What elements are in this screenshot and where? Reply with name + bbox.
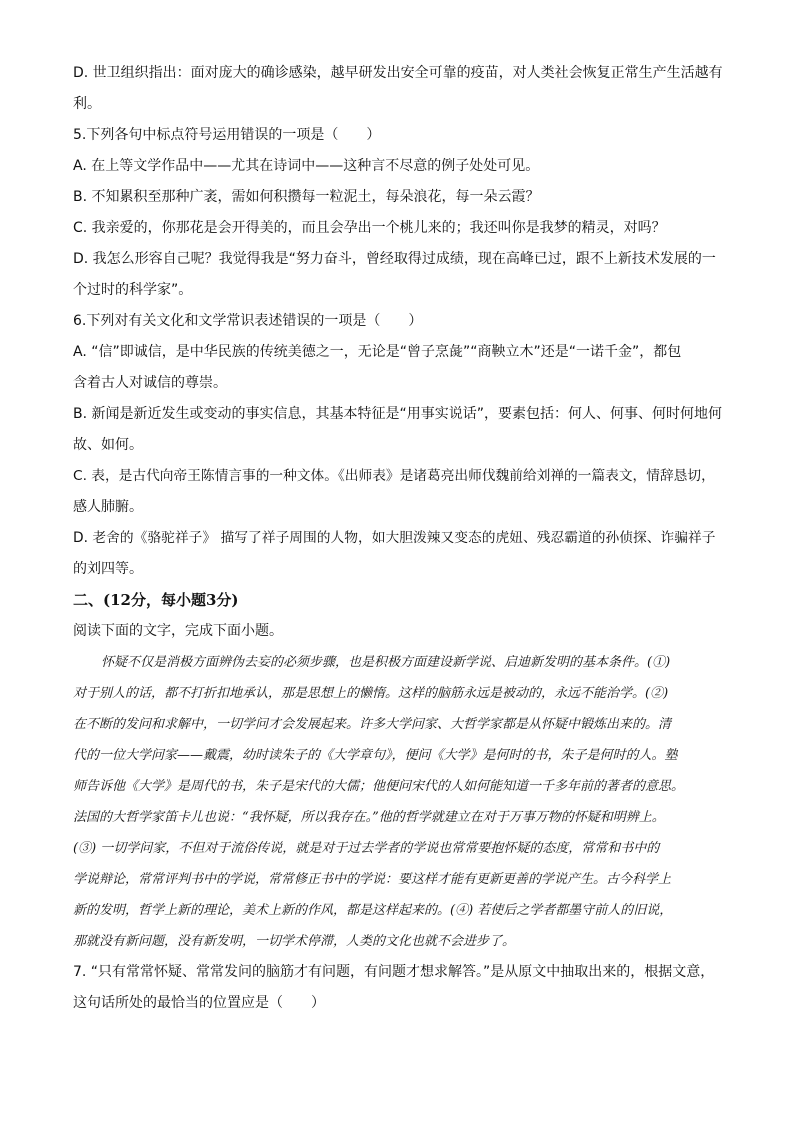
passage-line: 对于别人的话，都不打折扣地承认，那是思想上的懒惰。这样的脑筋永远是被动的，永远不能治学。(②)	[73, 686, 669, 701]
q6-option-a-line2: 含着古人对诚信的尊崇。	[73, 375, 227, 391]
reading-passage	[73, 647, 725, 957]
passage-line: 新的发明，哲学上新的理论，美术上新的作风，都是这样起来的。(④) 若使后之学者都墨守前人的旧说，	[73, 903, 673, 918]
q5-option-a: A. 在上等文学作品中——尤其在诗词中——这种言不尽意的例子处处可见。	[73, 158, 540, 174]
passage-line: 法国的大哲学家笛卡儿也说：“我怀疑，所以我存在。”他的哲学就建立在对于万事万物的怀疑和明辨上。	[73, 810, 665, 825]
section-2-instruction: 阅读下面的文字，完成下面小题。	[73, 623, 283, 639]
question-7-line2: 这句话所处的最恰当的位置应是（ ）	[73, 995, 325, 1011]
passage-line: (③) 一切学问家，不但对于流俗传说，就是对于过去学者的学说也常常要抱怀疑的态度，常常和书中的	[73, 841, 660, 856]
passage-line: 学说辩论，常常评判书中的学说，常常修正书中的学说：要这样才能有更新更善的学说产生。古今科学上	[73, 872, 672, 887]
q5-option-c: C. 我亲爱的，你那花是会开得美的，而且会孕出一个桃儿来的；我还叫你是我梦的精灵，对吗？	[73, 220, 666, 236]
q6-option-b-line2: 故、如何。	[73, 437, 143, 453]
q4-option-d-line1: D. 世卫组织指出：面对庞大的确诊感染，越早研发出安全可靠的疫苗，对人类社会恢复正常生产生活越有	[73, 65, 723, 81]
section-2-heading: 二、(12分，每小题3分)	[73, 591, 239, 609]
passage-line: 师告诉他《大学》是周代的书，朱子是宋代的大儒；他便问宋代的人如何能知道一千多年前的著者的意思。	[73, 779, 685, 794]
question-6-stem: 6.下列对有关文化和文学常识表述错误的一项是（ ）	[73, 313, 423, 329]
passage-line: 在不断的发问和求解中，一切学问才会发展起来。许多大学问家、大哲学家都是从怀疑中锻炼出来的。清	[73, 717, 672, 732]
q6-option-c-line1: C. 表，是古代向帝王陈情言事的一种文体。《出师表》是诸葛亮出师伐魏前给刘禅的一篇表文，情辞恳切，	[73, 468, 715, 484]
q4-option-d-line2: 利。	[73, 96, 101, 112]
exam-page	[73, 58, 725, 1019]
question-7-line1: 7. “只有常常怀疑、常常发问的脑筋才有问题，有问题才想求解答。”是从原文中抽取出来的，根据文意，	[73, 964, 715, 980]
q6-option-b-line1: B. 新闻是新近发生或变动的事实信息，其基本特征是“用事实说话”，要素包括：何人、何事、何时何地何	[73, 406, 723, 422]
q5-option-b: B. 不知累积至那种广袤，需如何积攒每一粒泥土，每朵浪花，每一朵云霞？	[73, 189, 540, 205]
q6-option-a-line1: A. “信”即诚信，是中华民族的传统美德之一，无论是“曾子烹彘”“商鞅立木”还是“一诺千金”，都包	[73, 344, 682, 360]
question-5-stem: 5.下列各句中标点符号运用错误的一项是（ ）	[73, 127, 381, 143]
q6-option-d-line1: D. 老舍的《骆驼祥子》 描写了祥子周围的人物，如大胆泼辣又变态的虎妞、残忍霸道的孙侦探、诈骗祥子	[73, 530, 716, 546]
q6-option-c-line2: 感人肺腑。	[73, 499, 143, 515]
q5-option-d-line1: D. 我怎么形容自己呢？我觉得我是“努力奋斗，曾经取得过成绩，现在高峰已过，跟不上新技术发展的一	[73, 251, 716, 267]
q6-option-d-line2: 的刘四等。	[73, 561, 143, 577]
passage-line: 怀疑不仅是消极方面辨伪去妄的必须步骤，也是积极方面建设新学说、启迪新发明的基本条件。(①)	[101, 655, 671, 670]
passage-line: 那就没有新问题，没有新发明，一切学术停滞，人类的文化也就不会进步了。	[73, 934, 516, 949]
q5-option-d-line2: 个过时的科学家”。	[73, 282, 193, 298]
passage-line: 代的一位大学问家——戴震，幼时读朱子的《大学章句》，便问《大学》是何时的书，朱子是何时的人。塾	[73, 748, 678, 763]
